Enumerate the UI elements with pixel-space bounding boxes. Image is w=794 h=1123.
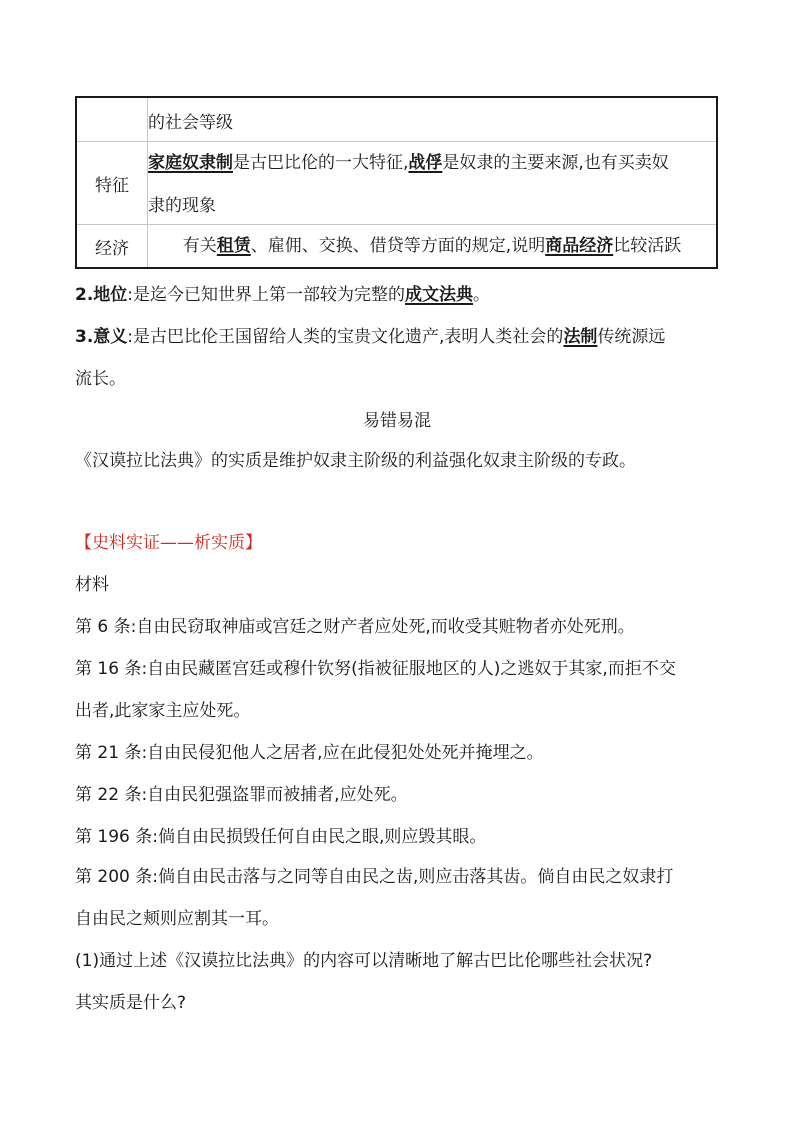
features-line-1 xyxy=(148,142,716,185)
features-content xyxy=(148,142,716,224)
article-200-line-1: 第 200 条:倘自由民击落与之同等自由民之齿,则应击落其齿。倘自由民之奴隶打 xyxy=(75,867,674,887)
row-label-economy: 经济 xyxy=(77,225,148,267)
status-label: 地位 xyxy=(93,285,128,305)
article-21: 第 21 条:自由民侵犯他人之居者,应在此侵犯处处死并掩埋之。 xyxy=(75,743,544,763)
significance-line-2: 流长。 xyxy=(75,369,126,389)
economy-text-1: 有关 xyxy=(182,236,217,256)
article-16-line-1: 第 16 条:自由民藏匿宫廷或穆什钦努(指被征服地区的人)之逃奴于其家,而拒不交 xyxy=(75,659,676,679)
article-16-line-2: 出者,此家家主应处死。 xyxy=(75,701,251,721)
question-1-line-2: 其实质是什么? xyxy=(75,993,187,1013)
article-200-line-2: 自由民之颊则应割其一耳。 xyxy=(75,909,279,929)
features-line-2: 隶的现象 xyxy=(148,196,216,216)
keyword-lease: 租赁 xyxy=(216,236,251,256)
significance-line-1 xyxy=(75,322,725,347)
article-6: 第 6 条:自由民窃取神庙或宫廷之财产者应处死,而收受其赃物者亦处死刑。 xyxy=(75,617,635,637)
keyword-written-code: 成文法典 xyxy=(405,285,474,305)
keyword-household-slavery: 家庭奴隶制 xyxy=(148,153,233,173)
economy-content xyxy=(148,225,716,267)
economy-text-3: 比较活跃 xyxy=(613,236,682,256)
table-row-economy xyxy=(77,224,716,267)
table-row xyxy=(77,98,716,141)
summary-table xyxy=(75,96,718,269)
tip-text: 《汉谟拉比法典》的实质是维护奴隶主阶级的利益强化奴隶主阶级的专政。 xyxy=(75,451,636,471)
significance-label: 意义 xyxy=(93,327,128,347)
economy-text-2: 、雇佣、交换、借贷等方面的规定,说明 xyxy=(250,236,546,256)
row-label-features: 特征 xyxy=(77,142,148,224)
article-22: 第 22 条:自由民犯强盗罪而被捕者,应处死。 xyxy=(75,785,408,805)
row-label xyxy=(77,98,148,141)
keyword-commodity-economy: 商品经济 xyxy=(545,236,614,256)
significance-text-1: :是古巴比伦王国留给人类的宝贵文化遗产,表明人类社会的 xyxy=(127,327,564,347)
row-content xyxy=(148,98,716,141)
features-text-1: 是古巴比伦的一大特征, xyxy=(233,153,409,173)
social-rank-text: 的社会等级 xyxy=(148,113,233,133)
status-text-1: :是迄今已知世界上第一部较为完整的 xyxy=(127,285,406,305)
keyword-prisoners: 战俘 xyxy=(408,153,443,173)
status-paragraph xyxy=(75,280,725,305)
section-heading: 【史料实证——析实质】 xyxy=(75,533,262,553)
significance-text-2: 传统源远 xyxy=(597,327,666,347)
tip-heading: 易错易混 xyxy=(363,411,431,431)
table-row-features xyxy=(77,141,716,224)
question-1-line-1: (1)通过上述《汉谟拉比法典》的内容可以清晰地了解古巴比伦哪些社会状况? xyxy=(75,951,653,971)
article-196: 第 196 条:倘自由民损毁任何自由民之眼,则应毁其眼。 xyxy=(75,827,487,847)
significance-number: 3. xyxy=(75,327,94,347)
material-label: 材料 xyxy=(75,575,109,595)
status-text-2: 。 xyxy=(473,285,491,305)
features-text-2: 是奴隶的主要来源,也有买卖奴 xyxy=(442,153,669,173)
status-number: 2. xyxy=(75,285,94,305)
keyword-rule-of-law: 法制 xyxy=(563,327,598,347)
